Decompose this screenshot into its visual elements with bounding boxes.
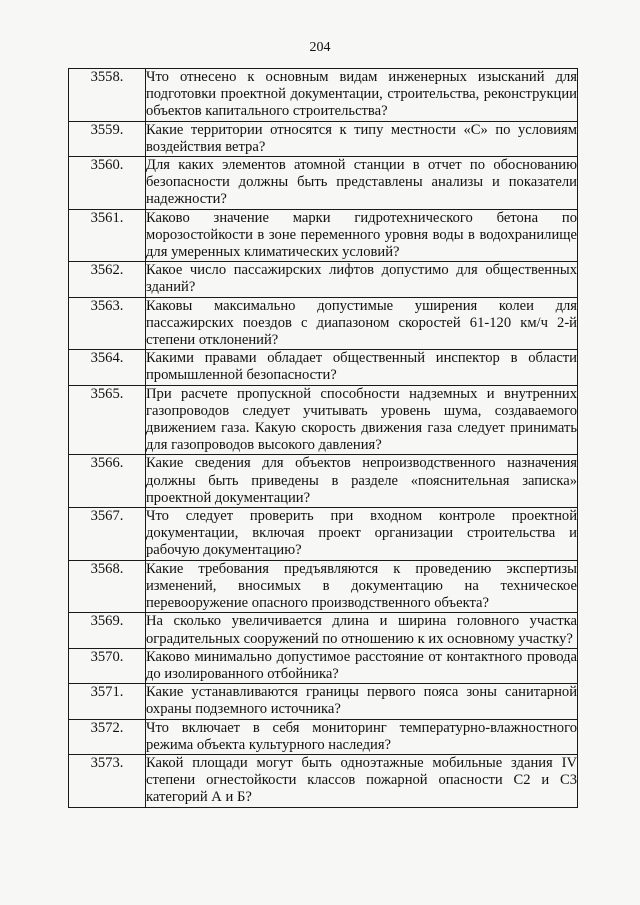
question-text: Какие сведения для объектов непроизводственного назначения должны быть приведены в разделе «пояснительная записка» проектной документации? — [146, 455, 577, 506]
question-number: 3561. — [69, 209, 146, 262]
question-text: На сколько увеличивается длина и ширина головного участка оградительных сооружений по отношению к их основному участку? — [146, 613, 577, 647]
question-number: 3565. — [69, 385, 146, 455]
question-text: Что следует проверить при входном контроле проектной документации, включая проект организации строительства и рабочую документацию? — [146, 508, 577, 559]
question-row — [69, 508, 578, 561]
question-number: 3572. — [69, 719, 146, 754]
question-number: 3559. — [69, 121, 146, 156]
question-row — [69, 69, 578, 122]
question-row — [69, 684, 578, 719]
questions-table — [68, 68, 578, 808]
question-text: Что включает в себя мониторинг температурно-влажностного режима объекта культурного наследия? — [146, 719, 577, 753]
question-number: 3564. — [69, 350, 146, 385]
question-text: Какими правами обладает общественный инспектор в области промышленной безопасности? — [146, 350, 577, 384]
question-number: 3566. — [69, 455, 146, 508]
question-number: 3560. — [69, 157, 146, 210]
question-row — [69, 350, 578, 385]
question-text: Какой площади могут быть одноэтажные мобильные здания IV степени огнестойкости классов пожарной опасности С2 и С3 категорий А и Б? — [146, 754, 577, 806]
question-row — [69, 157, 578, 210]
question-text: Какие территории относятся к типу местности «С» по условиям воздействия ветра? — [146, 121, 577, 155]
question-number: 3570. — [69, 648, 146, 683]
question-text: При расчете пропускной способности надземных и внутренних газопроводов следует учитывать уровень шума, создаваемого движением газа. Какую скорость движения газа следует принимать для газопроводов высокого давления? — [146, 385, 577, 454]
question-text: Каково минимально допустимое расстояние от контактного провода до изолированного отбойника? — [146, 648, 577, 682]
question-text: Какие устанавливаются границы первого пояса зоны санитарной охраны подземного источника? — [146, 684, 577, 718]
question-row — [69, 613, 578, 648]
question-number: 3573. — [69, 754, 146, 807]
question-text: Какие требования предъявляются к проведению экспертизы изменений, вносимых в документацию на техническое перевооружение опасного производственного объекта? — [146, 560, 577, 612]
question-text: Для каких элементов атомной станции в отчет по обоснованию безопасности должны быть представлены анализы и показатели надежности? — [146, 157, 577, 208]
question-number: 3567. — [69, 508, 146, 561]
question-number: 3562. — [69, 262, 146, 297]
question-row — [69, 121, 578, 156]
question-text: Что отнесено к основным видам инженерных изысканий для подготовки проектной документации, строительства, реконструкции объектов капитального строительства? — [146, 69, 577, 120]
question-text: Каковы максимально допустимые уширения колеи для пассажирских поездов с диапазоном скоростей 61-120 км/ч 2-й степени отклонений? — [146, 297, 577, 349]
question-row — [69, 719, 578, 754]
question-number: 3568. — [69, 560, 146, 613]
question-number: 3558. — [69, 69, 146, 122]
question-row — [69, 455, 578, 508]
question-row — [69, 754, 578, 807]
page-number: 204 — [309, 40, 331, 55]
question-row — [69, 560, 578, 613]
question-row — [69, 648, 578, 683]
question-number: 3563. — [69, 297, 146, 350]
questions-table-body — [69, 69, 578, 808]
question-text: Каково значение марки гидротехнического бетона по морозостойкости в зоне переменного уровня воды в водохранилище для умеренных климатических условий? — [146, 209, 577, 261]
question-number: 3571. — [69, 684, 146, 719]
question-number: 3569. — [69, 613, 146, 648]
question-row — [69, 262, 578, 297]
question-row — [69, 297, 578, 350]
question-text: Какое число пассажирских лифтов допустимо для общественных зданий? — [146, 262, 577, 296]
question-row — [69, 209, 578, 262]
question-row — [69, 385, 578, 455]
